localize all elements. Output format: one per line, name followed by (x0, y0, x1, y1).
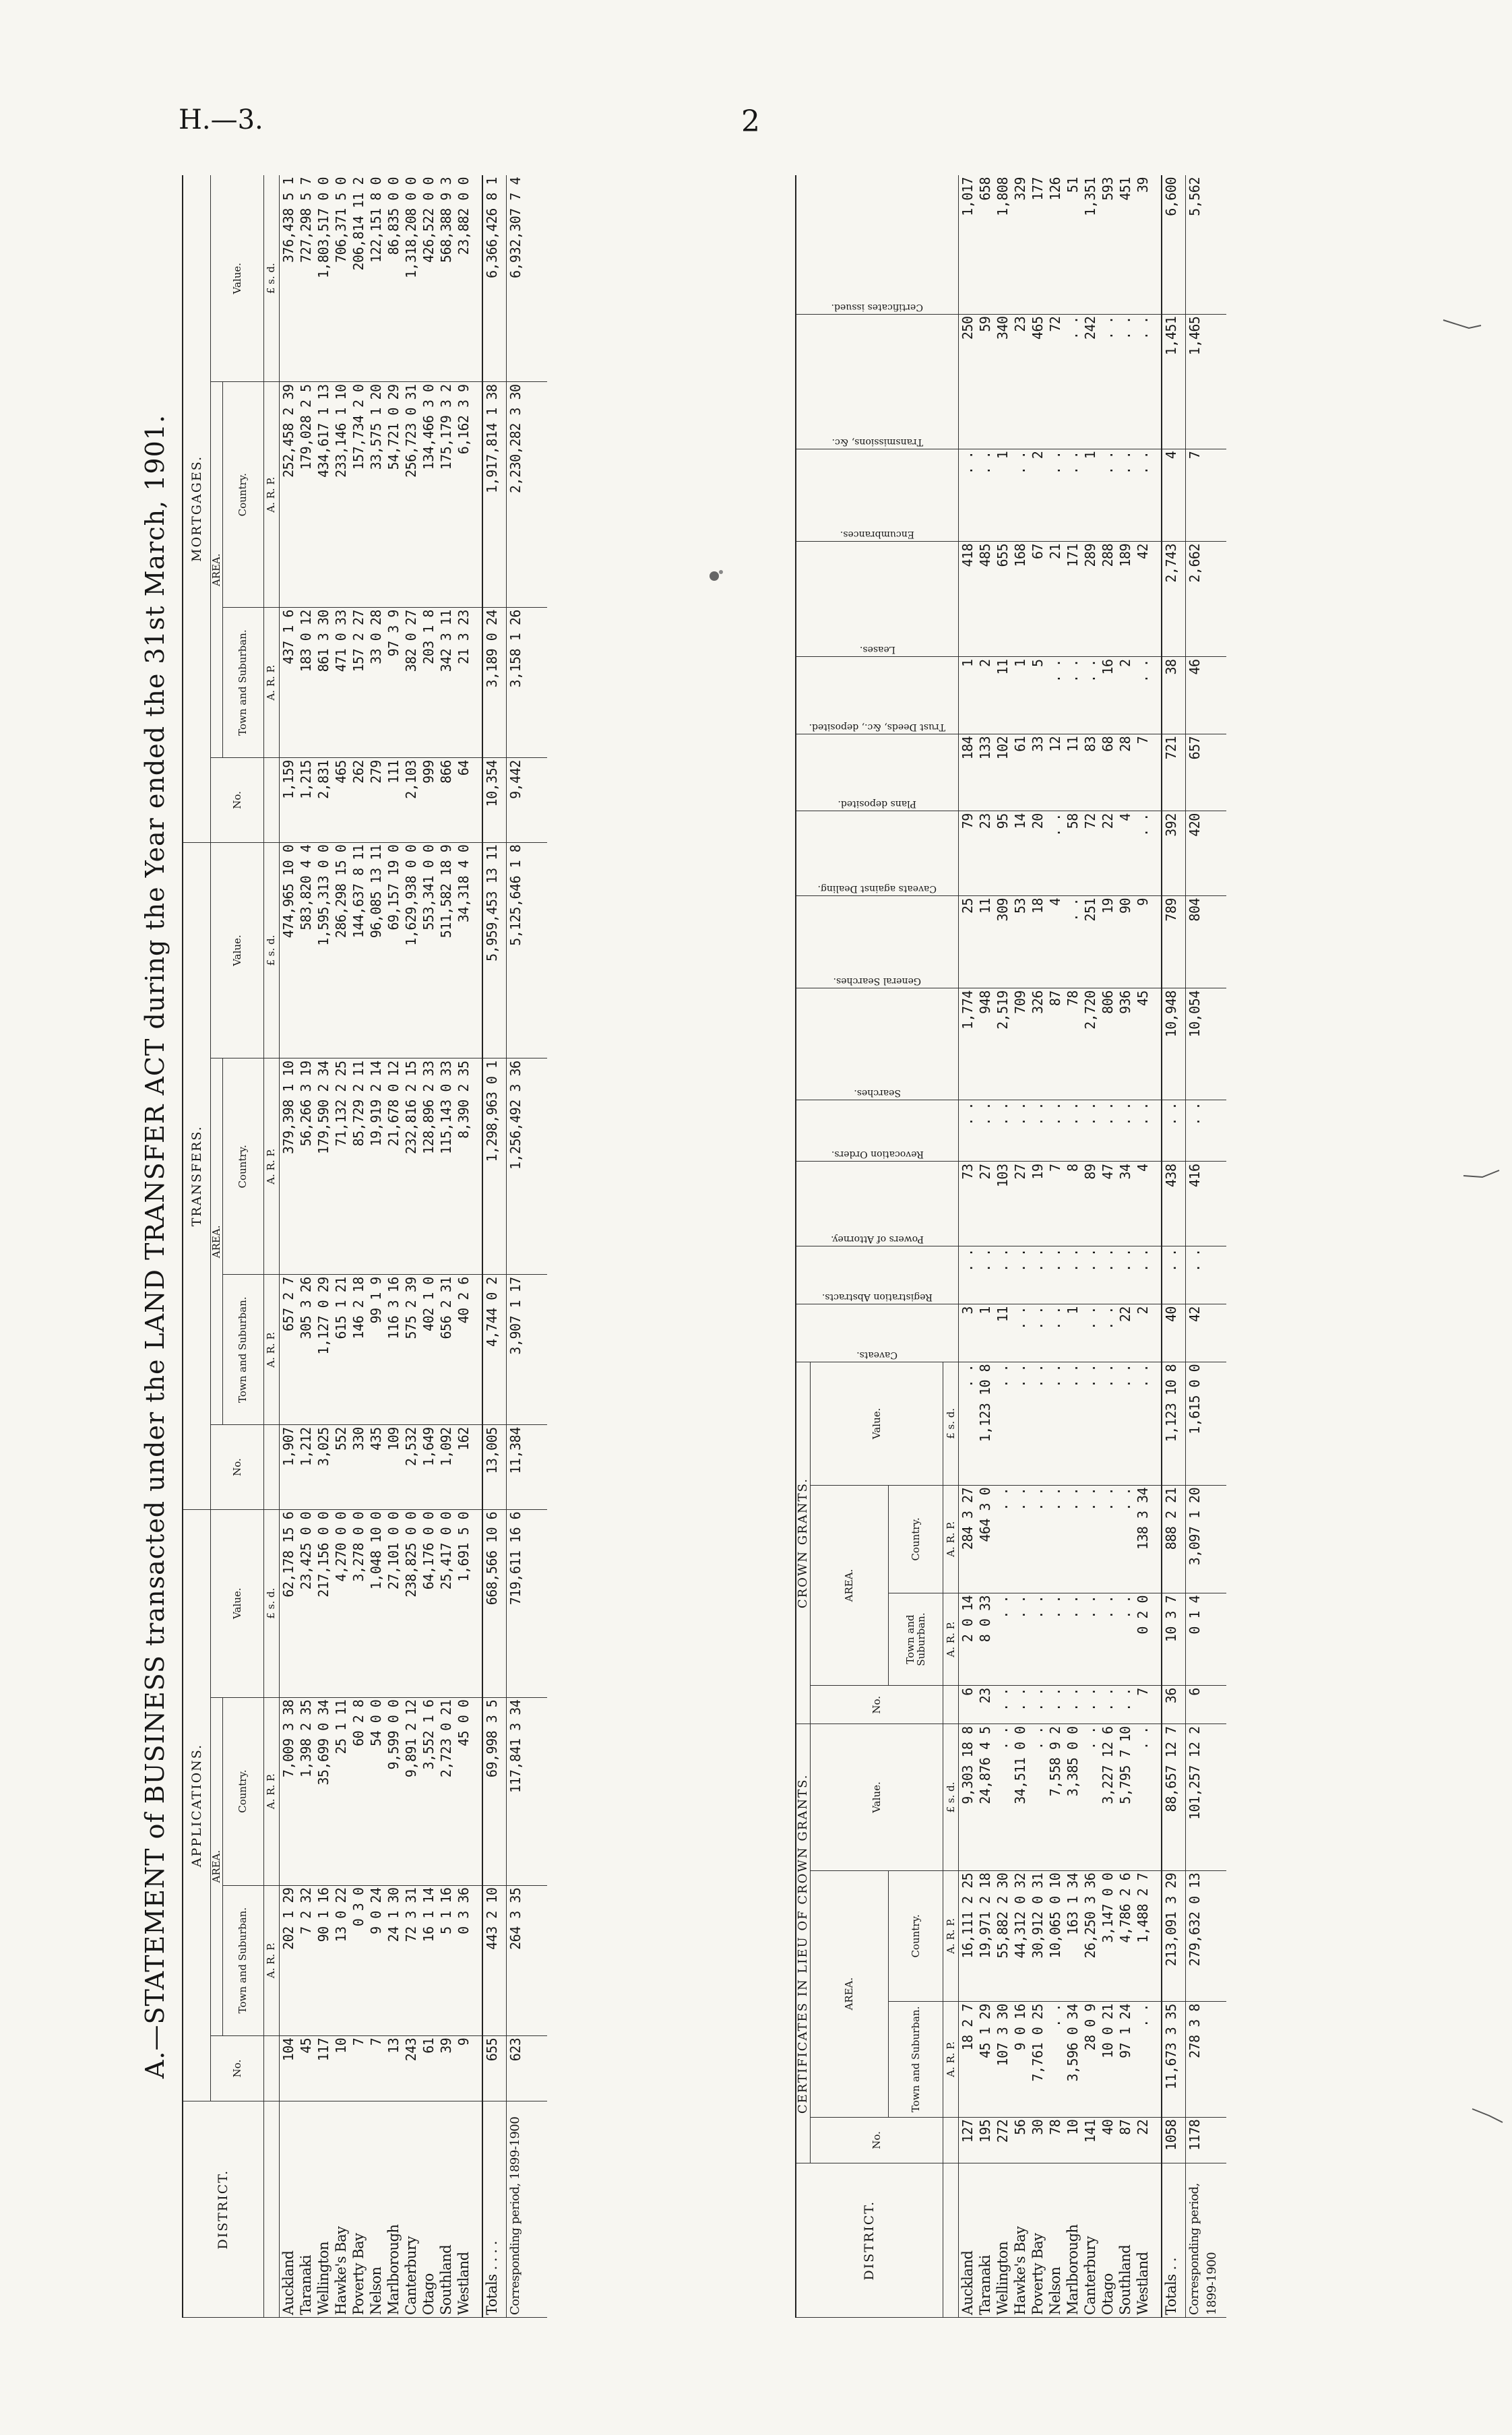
total-cell: 213,091 3 29 (1162, 1870, 1186, 2001)
area-header: AREA. (810, 1870, 888, 2117)
ink-speck (1469, 2102, 1509, 2129)
no-header: No. (810, 2117, 943, 2163)
area-header: AREA. (211, 1697, 223, 2035)
searches-header: Searches. (854, 1087, 901, 1099)
district-names: Auckland Taranaki Wellington Hawke's Bay Poverty Bay Nelson Marlborough Canterbury Otago Southland Westland (959, 2163, 1162, 2318)
units-arp: A. R. P. (263, 608, 279, 758)
certificates-header: CERTIFICATES IN LIEU OF CROWN GRANTS. (796, 1724, 810, 2163)
prev-cell: 2,662 (1186, 541, 1227, 657)
caveats-col: 3 1 11 . . . . . . 1 . . . . 22 2 (959, 1304, 1162, 1362)
total-cell: 10 3 7 (1162, 1593, 1186, 1685)
prev-cell: . . (1186, 1100, 1227, 1162)
prev-cell: 46 (1186, 657, 1227, 734)
powers-of-attorney-header: Powers of Attorney. (831, 1234, 924, 1245)
total-cell: 69,998 3 5 (482, 1697, 507, 1885)
applications-no: 104 45 117 10 7 7 13 243 61 39 9 (279, 2035, 482, 2101)
prev-cell: 11,384 (506, 1425, 547, 1510)
prev-cell: 1,256,492 3 36 (506, 1058, 547, 1275)
trust-deeds-col: 1 2 11 1 5 . . . . . . 16 2 . . (959, 657, 1162, 734)
value-header: Value. (810, 1724, 943, 1870)
total-cell: 668,566 10 6 (482, 1509, 507, 1697)
value-header: Value. (810, 1362, 943, 1485)
total-cell: 438 (1162, 1162, 1186, 1246)
prev-cell: 804 (1186, 895, 1227, 988)
prev-cell: 420 (1186, 811, 1227, 896)
prev-cell: 5,562 (1186, 175, 1227, 314)
prev-cell: 278 3 8 (1186, 2002, 1227, 2118)
prev-cell: 117,841 3 34 (506, 1697, 547, 1885)
district-rows (959, 175, 1162, 2318)
landscape-content (135, 175, 1381, 2318)
document-code: H.—3. (179, 104, 263, 135)
total-cell: 2,743 (1162, 541, 1186, 657)
prev-cell: 3,158 1 26 (506, 608, 547, 758)
area-header: AREA. (211, 382, 223, 758)
total-cell: 789 (1162, 895, 1186, 988)
ink-speck (1442, 313, 1482, 340)
units-arp: A. R. P. (263, 1697, 279, 1885)
statement-title: A.—STATEMENT of BUSINESS transacted under the LAND TRANSFER ACT during the Year ended the 31st March, 1901. (140, 414, 170, 2079)
total-cell: 10,354 (482, 758, 507, 843)
district-names: Auckland Taranaki Wellington Hawke's Bay Poverty Bay Nelson Marlborough Canterbury Otago Southland Westland (279, 2101, 482, 2318)
units-arp: A. R. P. (263, 1275, 279, 1425)
units-lsd: £ s. d. (263, 1509, 279, 1697)
page-header (0, 0, 1512, 175)
total-cell: 3,189 0 24 (482, 608, 507, 758)
value-header: Value. (211, 1509, 264, 1697)
units-arp: A. R. P. (263, 1058, 279, 1275)
country-header: Country. (222, 1697, 263, 1885)
units-arp: A. R. P. (263, 1885, 279, 2035)
total-cell: 1,123 10 8 (1162, 1362, 1186, 1485)
prev-cell: 279,632 0 13 (1186, 1870, 1227, 2001)
transfers-country-area: 379,398 1 10 56,266 3 19 179,590 2 34 71,132 2 25 85,729 2 11 19,919 2 14 21,678 0 12 232,816 2 15 128,896 2 33 115,143 0 33 8,390 2 35 (279, 1058, 482, 1275)
certificates-town-area: 18 2 7 45 1 29 107 3 30 9 0 16 7,761 0 25 . . 3,596 0 34 28 0 9 10 0 21 97 1 24 . . (959, 2002, 1162, 2118)
total-cell: . . (1162, 1246, 1186, 1304)
totals-label: Totals . . . . (482, 2101, 507, 2318)
prev-cell: 3,907 1 17 (506, 1275, 547, 1425)
no-header: No. (211, 1425, 264, 1510)
applications-country-area: 7,009 3 38 1,398 2 35 35,699 0 34 25 1 11 60 2 8 54 0 0 9,599 0 0 9,891 2 12 3,552 1 6 2,723 0 21 45 0 0 (279, 1697, 482, 1885)
total-cell: 1,298,963 0 1 (482, 1058, 507, 1275)
total-cell: 5,959,453 13 11 (482, 842, 507, 1058)
prev-cell: 10,054 (1186, 988, 1227, 1100)
prev-cell: 657 (1186, 734, 1227, 811)
area-header: AREA. (211, 1058, 223, 1425)
total-cell: . . (1162, 1100, 1186, 1162)
total-cell: 721 (1162, 734, 1186, 811)
units-arp: A. R. P. (943, 1593, 959, 1685)
mortgages-value: 376,438 5 1 727,298 5 7 1,803,517 0 0 706,371 5 0 206,814 11 2 122,151 8 0 86,835 0 0 1,318,208 0 0 426,522 0 0 568,388 9 3 23,882 0 0 (279, 175, 482, 382)
prev-cell: 1178 (1186, 2117, 1227, 2163)
total-cell: 392 (1162, 811, 1186, 896)
crown-grants-header: CROWN GRANTS. (796, 1362, 810, 1724)
no-header: No. (211, 2035, 264, 2101)
transfers-no: 1,907 1,212 3,025 552 330 435 109 2,532 1,649 1,092 162 (279, 1425, 482, 1510)
leases-col: 418 485 655 168 67 21 171 289 288 189 42 (959, 541, 1162, 657)
units-lsd: £ s. d. (943, 1724, 959, 1870)
corresponding-label: Corresponding period, 1899-1900 (506, 2101, 547, 2318)
prev-cell: 6 (1186, 1686, 1227, 1724)
prev-cell: 42 (1186, 1304, 1227, 1362)
units-lsd: £ s. d. (263, 842, 279, 1058)
total-cell: 6,600 (1162, 175, 1186, 314)
total-cell: 13,005 (482, 1425, 507, 1510)
total-cell: 6,366,426 8 1 (482, 175, 507, 382)
district-header: DISTRICT. (183, 2101, 263, 2318)
prev-cell: 101,257 12 2 (1186, 1724, 1227, 1870)
town-header: Town and Suburban. (222, 1275, 263, 1425)
transfers-town-area: 657 2 7 305 3 26 1,127 0 29 615 1 21 146 2 18 99 1 9 116 3 16 575 2 39 402 1 0 656 2 31 40 2 6 (279, 1275, 482, 1425)
town-header: Town and Suburban. (889, 2002, 943, 2118)
units-arp: A. R. P. (943, 1485, 959, 1593)
prev-cell: 719,611 16 6 (506, 1509, 547, 1697)
units-arp: A. R. P. (263, 382, 279, 608)
transfers-value: 474,965 10 0 583,820 4 4 1,595,313 0 0 286,298 15 0 144,637 8 11 96,085 13 11 69,157 19 0 1,629,938 0 0 553,341 0 0 511,582 18 9 34,318 4 0 (279, 842, 482, 1058)
total-cell: 4,744 0 2 (482, 1275, 507, 1425)
country-header: Country. (889, 1485, 943, 1593)
prev-cell: 2,230,282 3 30 (506, 382, 547, 608)
certificates-issued-header: Certificates issued. (831, 301, 924, 313)
general-searches-col: 25 11 309 53 18 4 . . 251 19 90 9 (959, 895, 1162, 988)
no-header: No. (810, 1686, 943, 1724)
prev-cell: . . (1186, 1246, 1227, 1304)
prev-cell: 0 1 4 (1186, 1593, 1227, 1685)
searches-col: 1,774 948 2,519 709 326 87 78 2,720 806 936 45 (959, 988, 1162, 1100)
trust-deeds-header: Trust Deeds, &c., deposited. (809, 721, 946, 732)
transfers-header: TRANSFERS. (183, 842, 211, 1509)
certificates-issued-col: 1,017 658 1,808 329 177 126 51 1,351 593 451 39 (959, 175, 1162, 314)
no-header: No. (211, 758, 264, 843)
prev-cell: 1,465 (1186, 314, 1227, 449)
total-cell: 10,948 (1162, 988, 1186, 1100)
caveats-against-dealing-col: 79 23 95 14 20 . . 58 72 22 4 . . (959, 811, 1162, 896)
applications-value: 62,178 15 6 23,425 0 0 217,156 0 0 4,270 0 0 3,278 0 0 1,048 10 0 27,101 0 0 238,825 0 0 64,176 0 0 25,417 0 0 1,691 5 0 (279, 1509, 482, 1697)
total-cell: 1,917,814 1 38 (482, 382, 507, 608)
corresponding-period-row (506, 175, 547, 2318)
town-header: Town and Suburban. (889, 1593, 943, 1685)
total-cell: 88,657 12 7 (1162, 1724, 1186, 1870)
total-cell: 888 2 21 (1162, 1485, 1186, 1593)
crown-grants-country-area: 284 3 27 464 3 0 . . . . . . . . . . . . . . . . 138 3 34 (959, 1485, 1162, 1593)
total-cell: 36 (1162, 1686, 1186, 1724)
area-header: AREA. (810, 1485, 888, 1685)
corresponding-label: Corresponding period, 1899-1900 (1186, 2163, 1227, 2318)
revocation-orders-header: Revocation Orders. (831, 1149, 924, 1160)
mortgages-country-area: 252,458 2 39 179,028 2 5 434,617 1 13 233,146 1 10 157,734 2 0 33,575 1 20 54,721 0 29 256,723 0 31 134,466 3 0 175,179 3 2 6,162 3 9 (279, 382, 482, 608)
plans-deposited-header: Plans deposited. (838, 798, 917, 810)
total-cell: 655 (482, 2035, 507, 2101)
certificates-value: 9,303 18 8 24,876 4 5 . . 34,511 0 0 . . 7,558 9 2 3,385 0 0 . . 3,227 12 6 5,795 7 10 . . (959, 1724, 1162, 1870)
certificates-no: 127 195 272 56 30 78 10 141 40 87 22 (959, 2117, 1162, 2163)
mortgages-no: 1,159 1,215 2,831 465 262 279 111 2,103 999 866 64 (279, 758, 482, 843)
page-number: 2 (741, 104, 760, 139)
powers-of-attorney-col: 73 27 103 27 19 7 8 89 47 34 4 (959, 1162, 1162, 1246)
caveats-header: Caveats. (856, 1349, 898, 1360)
corresponding-period-row (1186, 175, 1227, 2318)
general-searches-header: General Searches. (833, 976, 922, 987)
total-cell: 40 (1162, 1304, 1186, 1362)
mortgages-header: MORTGAGES. (183, 175, 211, 842)
certificates-crown-grants-table (795, 175, 1226, 2318)
totals-label: Totals . . (1162, 2163, 1186, 2318)
registration-abstracts-header: Registration Abstracts. (821, 1292, 933, 1303)
units-lsd: £ s. d. (263, 175, 279, 382)
ink-speck (1462, 1162, 1503, 1189)
totals-row (482, 175, 507, 2318)
prev-cell: 7 (1186, 449, 1227, 541)
plans-deposited-col: 184 133 102 61 33 12 11 83 68 28 7 (959, 734, 1162, 811)
total-cell: 1,451 (1162, 314, 1186, 449)
land-transfer-table (182, 175, 547, 2318)
encumbrances-header: Encumbrances. (840, 528, 915, 540)
units-arp: A. R. P. (943, 1870, 959, 2001)
value-header: Value. (211, 175, 264, 382)
crown-grants-value: . . 1,123 10 8 . . . . . . . . . . . . . . . . . . (959, 1362, 1162, 1485)
total-cell: 38 (1162, 657, 1186, 734)
total-cell: 443 2 10 (482, 1885, 507, 2035)
crown-grants-town-area: 2 0 14 8 0 33 . . . . . . . . . . . . . . . . 0 2 0 (959, 1593, 1162, 1685)
leases-header: Leases. (859, 644, 895, 656)
country-header: Country. (889, 1870, 943, 2001)
applications-header: APPLICATIONS. (183, 1509, 211, 2101)
certificates-country-area: 16,111 2 25 19,971 2 18 55,882 2 30 44,312 0 32 30,912 0 31 10,065 0 10 163 1 34 26,250 3 36 3,147 0 0 4,786 2 6 1,488 2 7 (959, 1870, 1162, 2001)
total-cell: 11,673 3 35 (1162, 2002, 1186, 2118)
value-header: Value. (211, 842, 264, 1058)
registration-abstracts-col: . . . . . . . . . . . . . . . . . . . . . . (959, 1246, 1162, 1304)
prev-cell: 623 (506, 2035, 547, 2101)
prev-cell: 416 (1186, 1162, 1227, 1246)
prev-cell: 1,615 0 0 (1186, 1362, 1227, 1485)
caveats-against-dealing-header: Caveats against Dealing. (817, 883, 937, 894)
country-header: Country. (222, 1058, 263, 1275)
crown-grants-no: 6 23 . . . . . . . . . . . . . . . . 7 (959, 1686, 1162, 1724)
rotated-page-area (135, 175, 1381, 2318)
total-cell: 4 (1162, 449, 1186, 541)
prev-cell: 9,442 (506, 758, 547, 843)
prev-cell: 6,932,307 7 4 (506, 175, 547, 382)
mortgages-town-area: 437 1 6 183 0 12 861 3 30 471 0 33 157 2 27 33 0 28 97 3 9 382 0 27 203 1 8 342 3 11 21 3 23 (279, 608, 482, 758)
units-lsd: £ s. d. (943, 1362, 959, 1485)
total-cell: 1058 (1162, 2117, 1186, 2163)
prev-cell: 3,097 1 20 (1186, 1485, 1227, 1593)
prev-cell: 264 3 35 (506, 1885, 547, 2035)
totals-row (1162, 175, 1186, 2318)
applications-town-area: 202 1 29 7 2 32 90 1 16 13 0 22 0 3 0 9 0 24 24 1 30 72 3 31 16 1 14 5 1 16 0 3 36 (279, 1885, 482, 2035)
encumbrances-col: . . . . 1 . . 2 . . . . 1 . . . . . . (959, 449, 1162, 541)
country-header: Country. (222, 382, 263, 608)
transmissions-col: 250 59 340 23 465 72 . . 242 . . . . . . (959, 314, 1162, 449)
district-header: DISTRICT. (796, 2163, 943, 2318)
district-rows (279, 175, 482, 2318)
town-header: Town and Suburban. (222, 608, 263, 758)
units-arp: A. R. P. (943, 2002, 959, 2118)
town-header: Town and Suburban. (222, 1885, 263, 2035)
prev-cell: 5,125,646 1 8 (506, 842, 547, 1058)
revocation-orders-col: . . . . . . . . . . . . . . . . . . . . . . (959, 1100, 1162, 1162)
transmissions-header: Transmissions, &c. (831, 436, 923, 447)
